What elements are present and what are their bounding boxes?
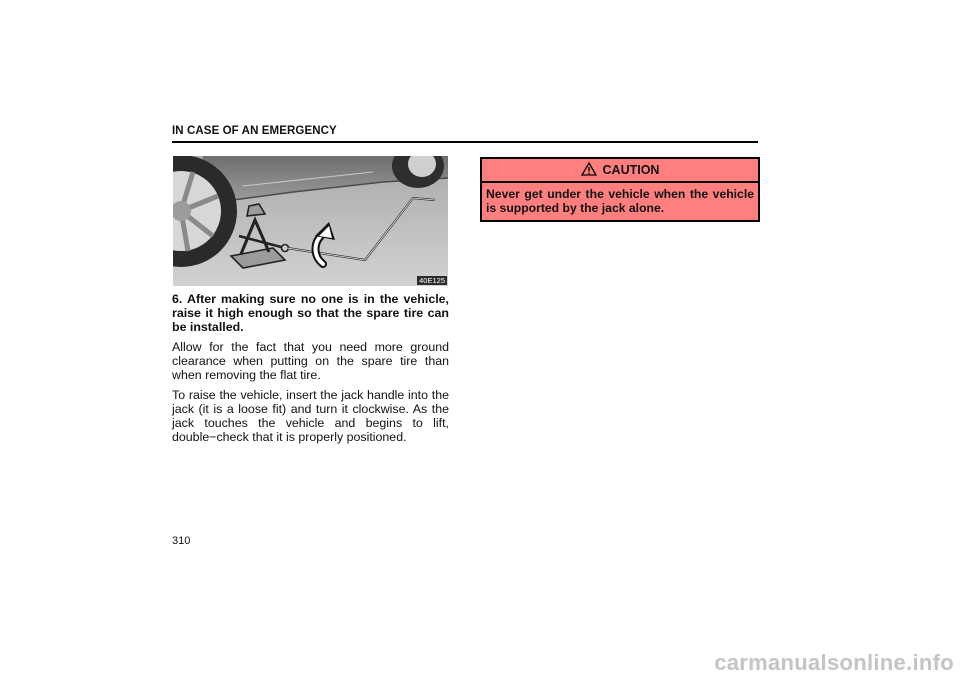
figure-code: 40E125	[419, 276, 445, 285]
caution-title: CAUTION	[602, 163, 660, 177]
warning-triangle-icon	[581, 162, 597, 179]
header-divider	[172, 141, 758, 143]
caution-box	[480, 157, 760, 222]
watermark: carmanualsonline.info	[714, 650, 954, 675]
jack-illustration	[173, 156, 448, 286]
page-number: 310	[172, 535, 191, 547]
paragraph-clearance: Allow for the fact that you need more ground clearance when putting on the spare tire than when removing the flat tire.	[172, 340, 449, 382]
step-heading: 6. After making sure no one is in the vehicle, raise it high enough so that the spare tire can be installed.	[172, 292, 449, 334]
caution-text: Never get under the vehicle when the vehicle is supported by the jack alone.	[486, 187, 754, 215]
paragraph-raise: To raise the vehicle, insert the jack handle into the jack (it is a loose fit) and turn it clockwise. As the jack touches the vehicle and begins to lift, double−check that it is properly positioned.	[172, 388, 449, 444]
section-header: IN CASE OF AN EMERGENCY	[172, 125, 337, 137]
jack-illustration-drawing	[173, 156, 448, 286]
instruction-column	[172, 292, 449, 450]
caution-header	[482, 159, 758, 183]
